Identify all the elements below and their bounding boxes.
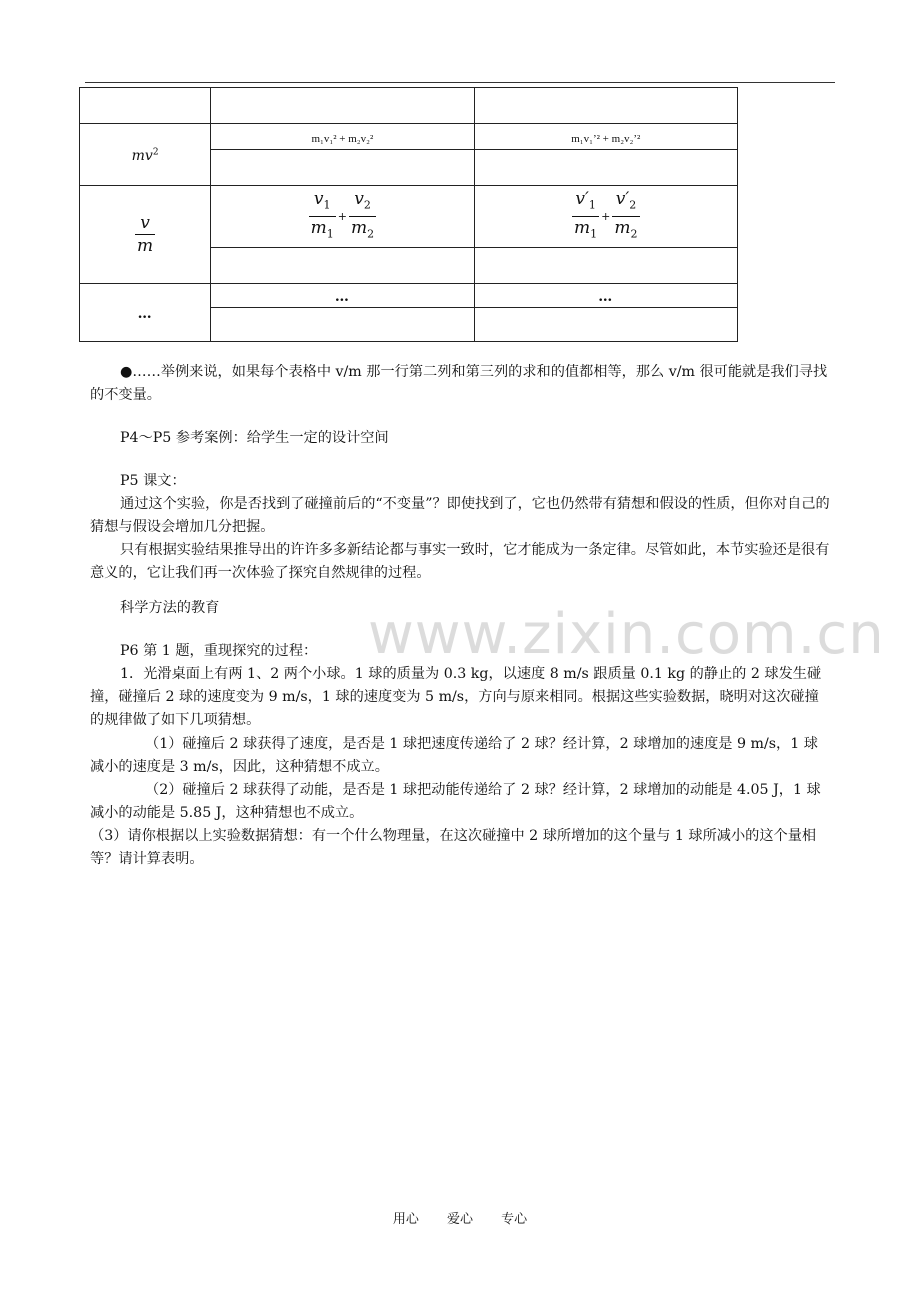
exercise-guess-3: （3）请你根据以上实验数据猜想：有一个什么物理量，在这次碰撞中 2 球所增加的这个量与 1 球所减小的这个量相等？请计算表明。: [90, 828, 817, 867]
header-rule: [85, 82, 835, 83]
ellipsis-cell: …: [474, 284, 737, 308]
paragraph-text-heading: P5 课文：: [120, 473, 186, 489]
paragraph-example: ●……举例来说，如果每个表格中 v/m 那一行第二列和第三列的求和的值都相等，那么 v/m 很可能就是我们寻找的不变量。: [90, 364, 828, 403]
footer-text: 爱心: [446, 1212, 473, 1227]
table-cell: [80, 88, 211, 124]
paragraph-experiment: 通过这个实验，你是否找到了碰撞前后的“不变量”？即使找到了，它也仍然带有猜想和假设的性质，但你对自己的猜想与假设会增加几分把握。: [90, 496, 830, 535]
table-cell: [211, 150, 474, 186]
formula-after: m₁v₁’² + m₂v₂’²: [474, 124, 737, 150]
page-footer: [0, 1208, 920, 1227]
row-label-more: …: [80, 284, 211, 342]
exercise-guess-1: （1）碰撞后 2 球获得了速度，是否是 1 球把速度传递给了 2 球？经计算，2 球增加的速度是 9 m/s，1 球减小的速度是 3 m/s，因此，这种猜想不成立。: [90, 736, 818, 775]
table-row: [80, 284, 738, 308]
table-cell: [211, 248, 474, 284]
data-table: [79, 87, 738, 342]
table-row: [80, 124, 738, 150]
footer-text: 用心: [392, 1212, 419, 1227]
row-label-mv2: $mv^2$: [80, 124, 211, 186]
table-cell: [211, 308, 474, 342]
paragraph-reference-case: P4～P5 参考案例：给学生一定的设计空间: [120, 430, 389, 446]
watermark: www.zixin.com.cn: [368, 602, 885, 667]
row-label-v-over-m: $\frac{v}{m}$: [80, 186, 211, 284]
table-cell: [211, 88, 474, 124]
table-cell: [474, 88, 737, 124]
paragraph-law: 只有根据实验结果推导出的许许多多新结论都与事实一致时，它才能成为一条定律。尽管如此，本节实验还是很有意义的，它让我们再一次体验了探究自然规律的过程。: [90, 542, 830, 581]
fraction-sum-after: $\frac{v'_1}{m_1}$ + $\frac{v'_2}{m_2}$: [474, 186, 737, 248]
exercise-guess-2: （2）碰撞后 2 球获得了动能，是否是 1 球把动能传递给了 2 球？经计算，2 球增加的动能是 4.05 J，1 球减小的动能是 5.85 J，这种猜想也不成立。: [90, 782, 821, 821]
table-cell: [474, 248, 737, 284]
formula-before: m₁v₁² + m₂v₂²: [211, 124, 474, 150]
table-cell: [474, 150, 737, 186]
table-row: [80, 88, 738, 124]
fraction-sum-before: $\frac{v_1}{m_1}$ + $\frac{v_2}{m_2}$: [211, 186, 474, 248]
ellipsis-cell: …: [211, 284, 474, 308]
exercise-heading: P6 第 1 题，重现探究的过程：: [120, 643, 318, 659]
table-row: [80, 186, 738, 248]
footer-text: 专心: [501, 1212, 528, 1227]
section-heading: 科学方法的教育: [120, 600, 220, 616]
table-cell: [474, 308, 737, 342]
exercise-problem: 1．光滑桌面上有两 1、2 两个小球。1 球的质量为 0.3 kg，以速度 8 m/s 跟质量 0.1 kg 的静止的 2 球发生碰撞，碰撞后 2 球的速度变为 9 m/s，1 球的速度变为 5 m/s，方向与原来相同。根据这些实验数据，晓明对这次碰撞的规律做了如下几项猜想。: [90, 666, 822, 728]
